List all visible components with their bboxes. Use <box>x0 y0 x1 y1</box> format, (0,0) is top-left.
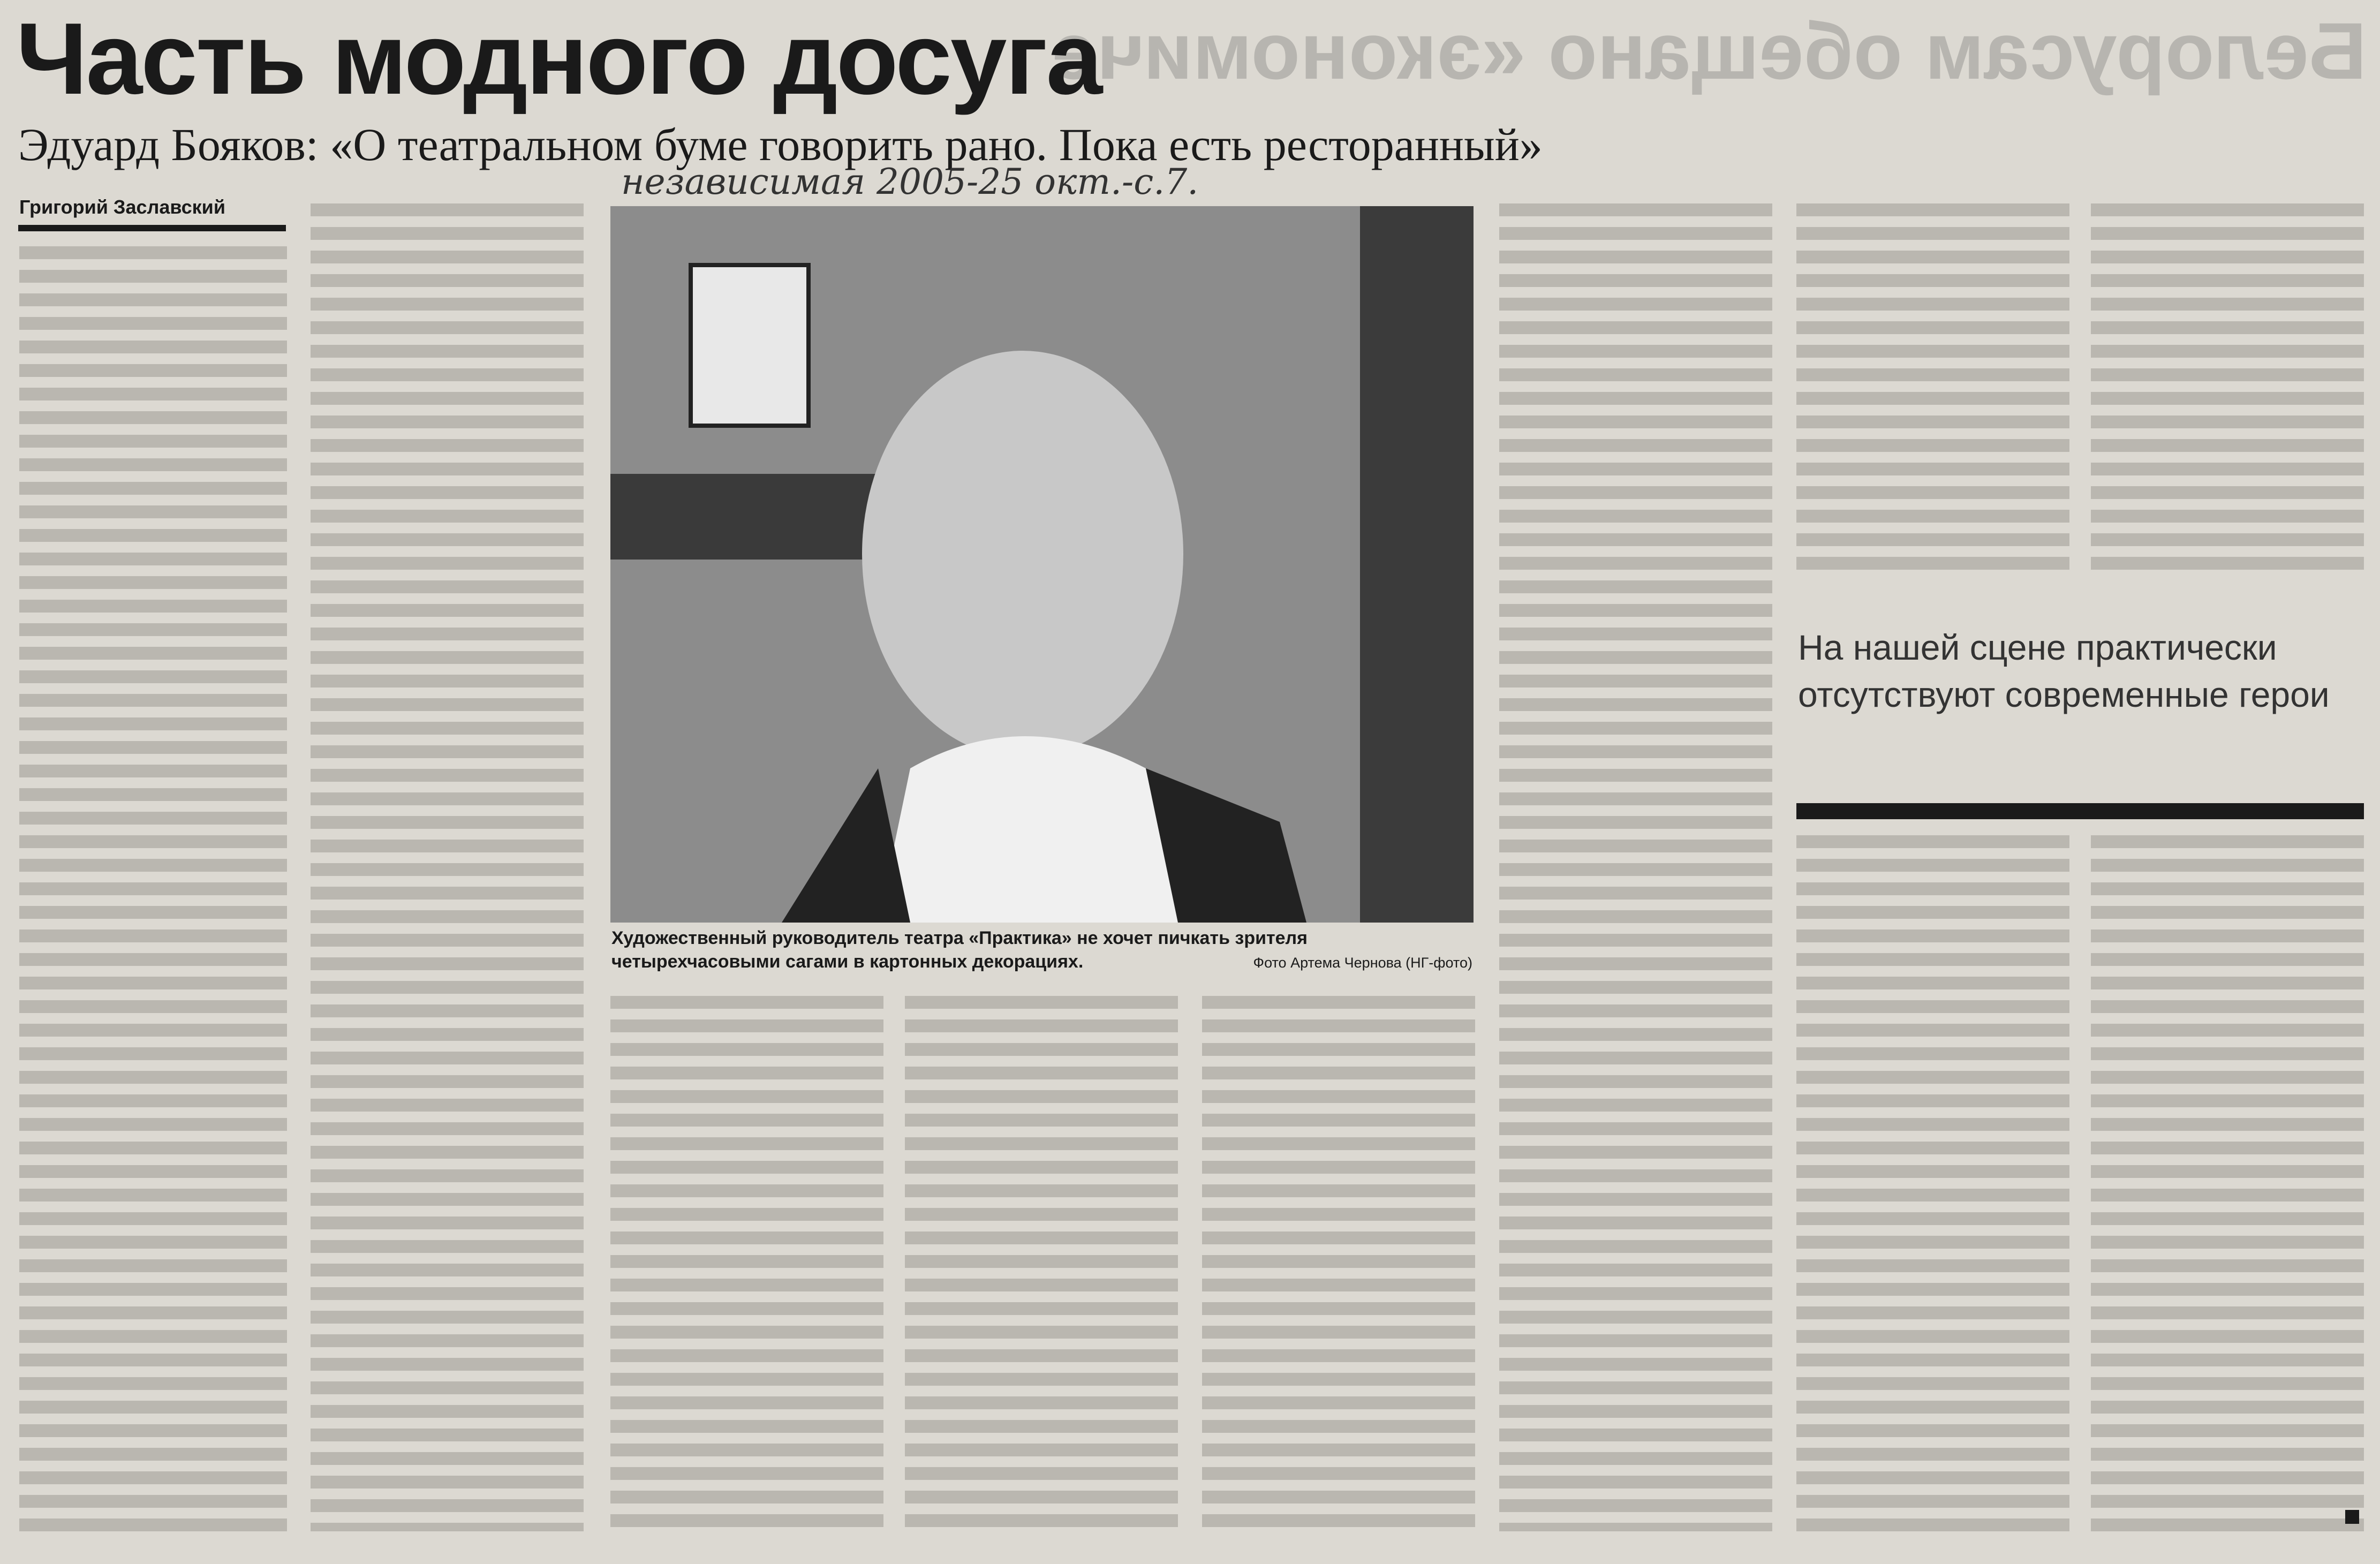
text-column <box>1499 203 1772 1531</box>
photo-credit: Фото Артема Чернова (НГ-фото) <box>1253 955 1472 971</box>
text-column <box>2091 203 2364 578</box>
text-column <box>1796 203 2069 578</box>
text-column <box>2091 835 2364 1531</box>
text-column <box>19 246 287 1531</box>
text-column <box>1202 996 1475 1531</box>
portrait-photo <box>610 206 1474 923</box>
end-mark <box>2345 1510 2359 1524</box>
text-column <box>905 996 1178 1531</box>
pull-quote: На нашей сцене практически отсутствуют современные герои <box>1798 628 2330 714</box>
handwritten-note: независимая 2005-25 окт.-с.7. <box>621 161 1199 202</box>
article-headline: Часть модного досуга <box>16 2 1101 116</box>
text-column <box>311 203 584 1531</box>
portrait-illustration <box>610 206 1474 923</box>
byline-rule <box>18 225 286 231</box>
byline: Григорий Заславский <box>19 196 225 218</box>
column-top-rule <box>1796 803 2364 819</box>
text-column <box>1796 835 2069 1531</box>
text-column <box>610 996 883 1531</box>
article-subhead: Эдуард Бояков: «О театральном буме говорить рано. Пока есть ресторанный» <box>18 119 1543 170</box>
photo-caption: Художественный руководитель театра «Практика» не хочет пичкать зрителя четырехчасовыми сагами в картонных декорациях. <box>611 928 1308 972</box>
bleed-through-headline: Белорусам обещано «экономиче <box>1052 6 2367 96</box>
